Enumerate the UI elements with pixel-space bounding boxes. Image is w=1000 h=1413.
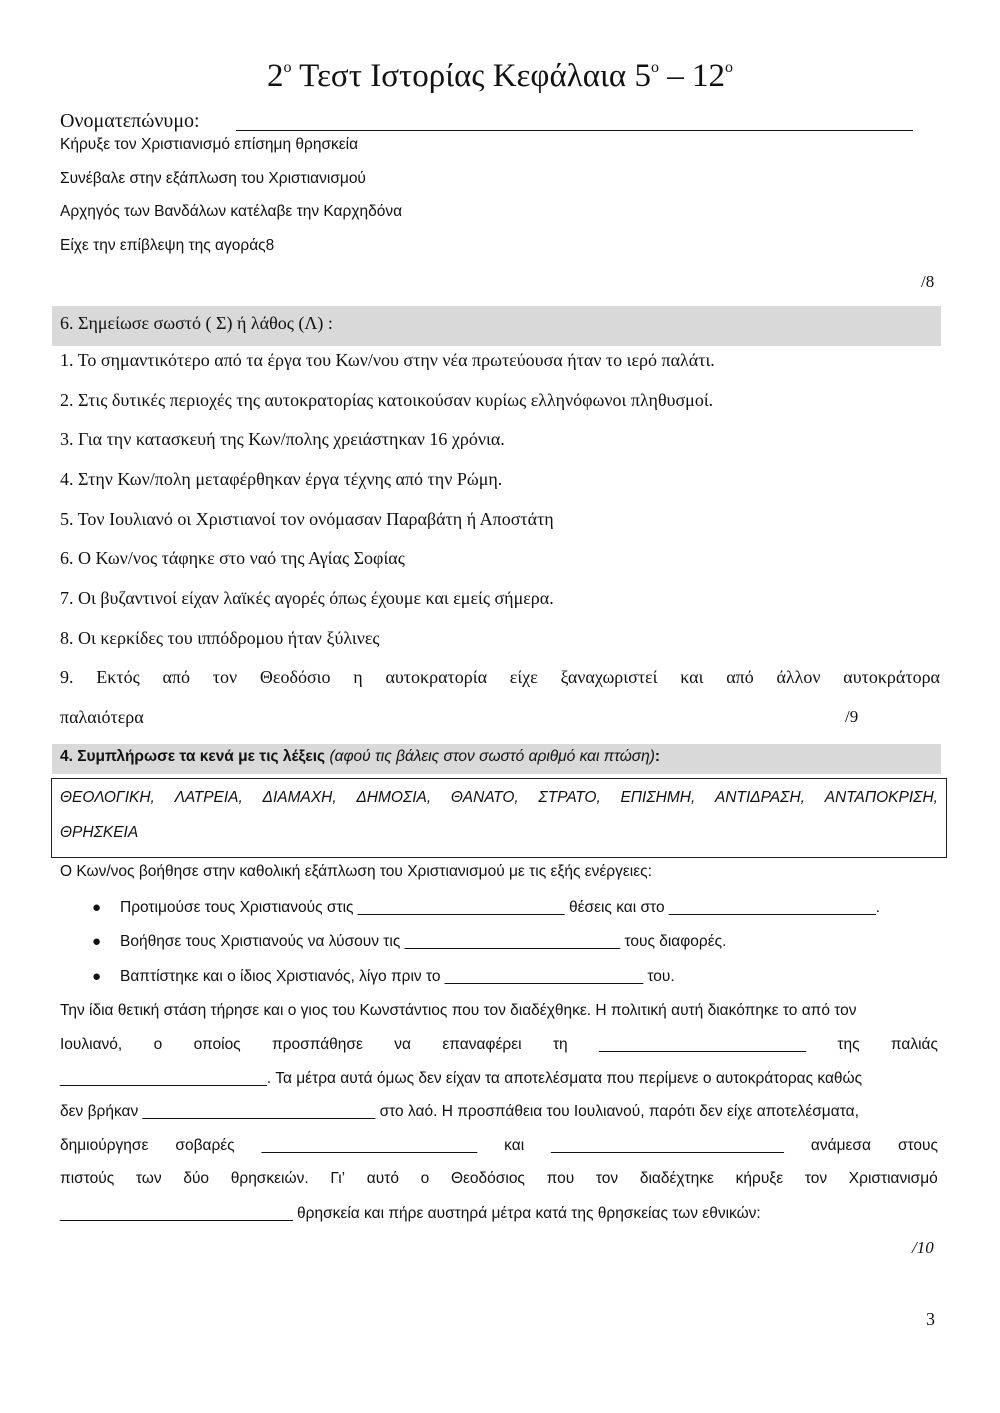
tf-item: 5. Τον Ιουλιανό οι Χριστιανοί τον ονόμασαν Παραβάτη ή Αποστάτη (60, 509, 554, 529)
tf-item-9-word: ξαναχωριστεί (560, 667, 658, 687)
paragraph-word: σοβαρές (175, 1137, 235, 1154)
section6-score: /9 (845, 707, 859, 726)
blank-field[interactable]: ________________________ (599, 1036, 806, 1053)
paragraph-word: τον (595, 1170, 619, 1187)
word-bank-line (60, 789, 938, 807)
name-label: Ονοματεπώνυμο: (60, 110, 200, 132)
tf-item: 1. Το σημαντικότερο από τα έργα του Κων/νου στην νέα πρωτεύουσα ήταν το ιερό παλάτι. (60, 350, 715, 370)
paragraph-word: δύο (183, 1170, 210, 1187)
word-bank-word: ΣΤΡΑΤΟ, (538, 789, 601, 806)
word-bank-word: ΑΝΤΙΔΡΑΣΗ, (714, 789, 805, 806)
paragraph-word: και (504, 1137, 525, 1154)
matching-item: Αρχηγός των Βανδάλων κατέλαβε την Καρχηδόνα (60, 203, 403, 220)
page-number: 3 (926, 1309, 935, 1329)
paragraph-word: Θεοδόσιος (450, 1170, 525, 1187)
matching-item: Συνέβαλε στην εξάπλωση του Χριστιανισμού (60, 170, 366, 187)
word-bank-word: ΘΑΝΑΤΟ, (450, 789, 519, 806)
blank-field[interactable]: _________________________ (261, 1137, 478, 1154)
section4-title-bold: 4. Συμπλήρωσε τα κενά με τις λέξεις (60, 748, 330, 765)
paragraph-line (60, 1170, 938, 1188)
tf-item-9-word: Εκτός (96, 667, 140, 687)
paragraph-line (60, 1137, 938, 1155)
section4-title-colon: : (654, 748, 661, 765)
paragraph-word: παλιάς (890, 1036, 938, 1053)
tf-item-9-word: από (726, 667, 754, 687)
bullet-item: Βοήθησε τους Χριστιανούς να λύσουν τις _________________________ τους διαφορές. (120, 933, 727, 950)
tf-item-9-word: αυτοκρατορία (385, 667, 488, 687)
name-field[interactable] (236, 130, 913, 131)
matching-score: /8 (921, 272, 935, 291)
title-part: Τεστ Ιστορίας Κεφάλαια 5 (291, 58, 651, 94)
section4-score: /10 (912, 1238, 934, 1257)
bullet-icon: ● (92, 968, 102, 985)
paragraph-line: δεν βρήκαν ___________________________ στο λαό. Η προσπάθεια του Ιουλιανού, παρότι δεν είχε αποτελέσματα, (60, 1103, 859, 1120)
paragraph-word: Χριστιανισμό (848, 1170, 938, 1187)
tf-item-9-word: και (680, 667, 704, 687)
blank-field[interactable]: ___________________________ (551, 1137, 784, 1154)
tf-item-9-word: είχε (509, 667, 538, 687)
word-bank-word: ΔΗΜΟΣΙΑ, (356, 789, 432, 806)
bullet-icon: ● (92, 899, 102, 916)
title-superscript: ο (650, 59, 659, 76)
paragraph-word: διαδέχτηκε (639, 1170, 714, 1187)
tf-item: 4. Στην Κων/πολη μεταφέρθηκαν έργα τέχνης από την Ρώμη. (60, 469, 503, 489)
paragraph-word: θρησκειών. (230, 1170, 309, 1187)
paragraph-word: ανάμεσα (810, 1137, 871, 1154)
section4-intro: Ο Κων/νος βοήθησε στην καθολική εξάπλωση του Χριστιανισμού με τις εξής ενέργειες: (60, 863, 652, 880)
tf-item-9 (60, 667, 940, 688)
paragraph-word: ο (420, 1170, 430, 1187)
section4-title-italic: (αφού τις βάλεις στον σωστό αριθμό και πτώση) (329, 748, 655, 765)
tf-item: 7. Οι βυζαντινοί είχαν λαϊκές αγορές όπως έχουμε και εμείς σήμερα. (60, 588, 554, 608)
bullet-item: Προτιμούσε τους Χριστιανούς στις ________________________ θέσεις και στο ________________________. (120, 899, 881, 916)
paragraph-word: δημιούργησε (60, 1137, 149, 1154)
tf-item-9-word: Θεοδόσιο (259, 667, 331, 687)
paragraph-word: τον (804, 1170, 828, 1187)
paragraph-word: πιστούς (60, 1170, 115, 1187)
tf-item: 8. Οι κερκίδες του ιππόδρομου ήταν ξύλινες (60, 628, 380, 648)
title-superscript: ο (724, 59, 733, 76)
paragraph-word: της (837, 1036, 860, 1053)
tf-item-9-word: άλλον (776, 667, 821, 687)
word-bank-word: ΛΑΤΡΕΙΑ, (174, 789, 243, 806)
paragraph-line: ___________________________ θρησκεία και πήρε αυστηρά μέτρα κατά της θρησκείας των εθνικών: (60, 1205, 761, 1222)
word-bank-word: ΔΙΑΜΑΧΗ, (262, 789, 337, 806)
section6-title: 6. Σημείωσε σωστό ( Σ) ή λάθος (Λ) : (60, 313, 333, 333)
title-part: – 12 (658, 58, 725, 94)
matching-item: Είχε την επίβλεψη της αγοράς8 (60, 237, 275, 254)
tf-item-9-word: από (162, 667, 190, 687)
paragraph-line: Την ίδια θετική στάση τήρησε και ο γιος του Κωνστάντιος που τον διαδέχθηκε. Η πολιτική αυτή διακόπηκε το από τον (60, 1002, 857, 1019)
tf-item: 3. Για την κατασκευή της Κων/πολης χρειάστηκαν 16 χρόνια. (60, 429, 505, 449)
word-bank-word: ΕΠΙΣΗΜΗ, (620, 789, 696, 806)
tf-item-9-word: 9. (60, 667, 74, 687)
title-superscript: ο (283, 59, 292, 76)
paragraph-word: τη (552, 1036, 568, 1053)
tf-item-9-word: τον (212, 667, 238, 687)
paragraph-word: ο (153, 1036, 163, 1053)
paragraph-word: των (135, 1170, 162, 1187)
paragraph-word: Ιουλιανό, (60, 1036, 123, 1053)
word-bank-word: ΘΡΗΣΚΕΙΑ (60, 824, 139, 841)
paragraph-word: στους (897, 1137, 938, 1154)
paragraph-line: ________________________. Τα μέτρα αυτά όμως δεν είχαν τα αποτελέσματα που περίμενε ο αυτοκράτορας καθώς (60, 1070, 863, 1087)
tf-item-9-word: αυτοκράτορα (843, 667, 940, 687)
tf-item: 6. Ο Κων/νος τάφηκε στο ναό της Αγίας Σοφίας (60, 548, 405, 568)
section4-title (60, 748, 660, 766)
tf-item-9-word: η (353, 667, 363, 687)
tf-item-9-end: παλαιότερα (60, 707, 144, 727)
paragraph-word: Γι’ (330, 1170, 346, 1187)
paragraph-word: που (546, 1170, 575, 1187)
bullet-item: Βαπτίστηκε και ο ίδιος Χριστιανός, λίγο πριν το _______________________ του. (120, 968, 675, 985)
bullet-icon: ● (92, 933, 102, 950)
word-bank-box (51, 778, 947, 858)
page-title (0, 58, 1000, 95)
title-part: 2 (267, 58, 284, 94)
matching-item: Κήρυξε τον Χριστιανισμό επίσημη θρησκεία (60, 136, 359, 153)
paragraph-word: επαναφέρει (442, 1036, 522, 1053)
tf-item: 2. Στις δυτικές περιοχές της αυτοκρατορίας κατοικούσαν κυρίως ελληνόφωνοι πληθυσμοί. (60, 390, 714, 410)
paragraph-line (60, 1036, 938, 1054)
paragraph-word: οποίος (193, 1036, 241, 1053)
word-bank-word: ΘΕΟΛΟΓΙΚΗ, (60, 789, 155, 806)
word-bank-word: ΑΝΤΑΠΟΚΡΙΣΗ, (824, 789, 938, 806)
paragraph-word: αυτό (366, 1170, 399, 1187)
paragraph-word: να (394, 1036, 411, 1053)
paragraph-word: κήρυξε (735, 1170, 784, 1187)
paragraph-word: προσπάθησε (272, 1036, 363, 1053)
